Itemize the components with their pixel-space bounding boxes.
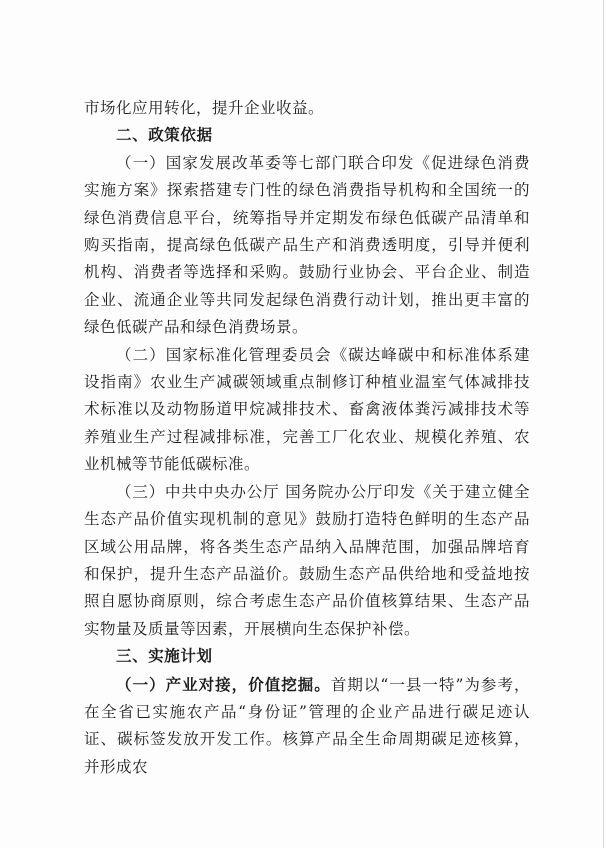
section-heading-implementation-plan: 三、实施计划: [116, 647, 213, 666]
policy-paragraph-1: （一）国家发展改革委等七部门联合印发《促进绿色消费实施方案》探索搭建专门性的绿色消费指导机构和全国统一的绿色消费信息平台，统筹指导并定期发布绿色低碳产品清单和购买指南，提高绿色低碳产品生产和消费透明度，引导并便利机构、消费者等选择和采购。鼓励行业协会、平台企业、制造企业、流通企业等共同发起绿色消费行动计划，推出更丰富的绿色低碳产品和绿色消费场景。: [84, 153, 530, 337]
page-edge: [603, 0, 604, 848]
plan-item-text: 首期以“一县一特”为参考，在全省已实施农产品“身份证”管理的企业产品进行碳足迹认证、碳标签发放开发工作。核算产品全生命周期碳足迹核算，并形成农: [84, 675, 530, 776]
opening-line: 市场化应用转化，提升企业收益。: [84, 99, 325, 117]
policy-paragraph-2: （二）国家标准化管理委员会《碳达峰碳中和标准体系建设指南》农业生产减碳领域重点制修订种植业温室气体减排技术标准以及动物肠道甲烷减排技术、畜禽液体粪污减排技术等养殖业生产过程减排标准，完善工厂化农业、规模化养殖、农业机械等节能低碳标准。: [84, 345, 530, 474]
section-heading-policy-basis: 二、政策依据: [116, 126, 213, 145]
policy-paragraph-3: （三）中共中央办公厅 国务院办公厅印发《关于建立健全生态产品价值实现机制的意见》鼓励打造特色鲜明的生态产品区域公用品牌，将各类生态产品纳入品牌范围，加强品牌培育和保护，提升生态产品溢价。鼓励生态产品供给地和受益地按照自愿协商原则，综合考虑生态产品价值核算结果、生态产品实物量及质量等因素，开展横向生态保护补偿。: [84, 482, 530, 638]
document-body: [84, 95, 530, 781]
plan-paragraph-1: [84, 671, 530, 782]
plan-item-lead: （一）产业对接，价值挖掘。: [116, 674, 331, 694]
